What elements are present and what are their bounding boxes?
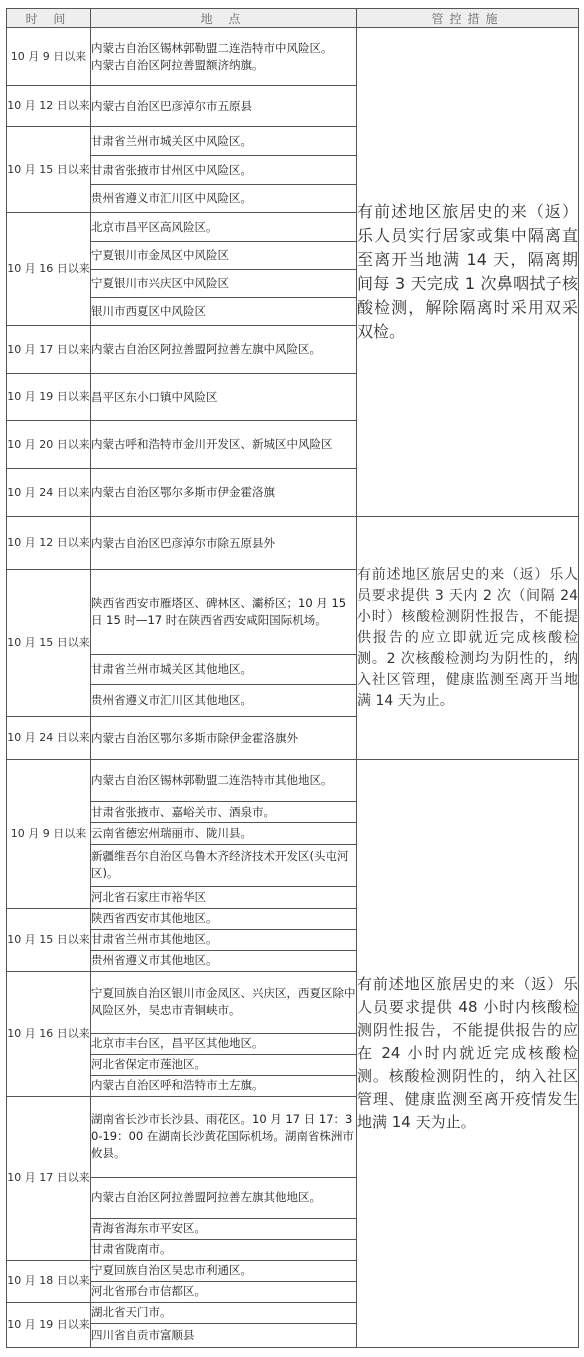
- table-row: [7, 517, 579, 570]
- measure-cell: 有前述地区旅居史的来（返）乐人员实行居家或集中隔离直至离开当地满 14 天，隔离期间每 3 天完成 1 次鼻咽拭子核酸检测，解除隔离时采用双采双检。: [357, 28, 579, 517]
- time-cell: 10 月 20 日以来: [7, 421, 91, 469]
- time-cell: 10 月 12 日以来: [7, 86, 91, 127]
- time-cell: 10 月 16 日以来: [7, 213, 91, 326]
- place-cell: 内蒙古自治区阿拉善盟阿拉善左旗中风险区。: [91, 326, 357, 374]
- place-cell: 昌平区东小口镇中风险区: [91, 374, 357, 421]
- place-cell: 河北省保定市莲池区。: [91, 1054, 357, 1075]
- place-cell: 宁夏银川市金凤区中风险区: [91, 242, 357, 270]
- place-cell: 陕西省西安市雁塔区、碑林区、灞桥区；10 月 15 日 15 时—17 时在陕西省西安咸阳国际机场。: [91, 570, 357, 655]
- time-cell: 10 月 12 日以来: [7, 517, 91, 570]
- place-cell: 宁夏回族自治区吴忠市利通区。: [91, 1260, 357, 1281]
- place-line: 内蒙古自治区锡林郭勒盟二连浩特市中风险区。: [91, 40, 333, 55]
- place-cell: 宁夏回族自治区银川市金凤区、兴庆区，西夏区除中风险区外，吴忠市青铜峡市。: [91, 971, 357, 1033]
- table-row: [7, 760, 579, 802]
- place-cell: 内蒙古自治区巴彦淖尔市五原县: [91, 86, 357, 127]
- time-cell: 10 月 24 日以来: [7, 469, 91, 517]
- time-cell: 10 月 9 日以来: [7, 760, 91, 908]
- time-cell: 10 月 17 日以来: [7, 326, 91, 374]
- place-cell: 甘肃省张掖市、嘉峪关市、酒泉市。: [91, 802, 357, 823]
- place-cell: 湖南省长沙市长沙县、雨花区。10 月 17 日 17：30-19：00 在湖南长沙黄花国际机场。湖南省株洲市攸县。: [91, 1096, 357, 1177]
- measure-cell: 有前述地区旅居史的来（返）乐人员要求提供 3 天内 2 次（间隔 24 小时）核酸检测阴性报告，不能提供报告的应立即就近完成核酸检测。2 次核酸检测均为阴性的，纳入社区管理，健康监测至离开当地满 14 天为止。: [357, 517, 579, 760]
- place-cell: [91, 28, 357, 86]
- place-cell: 河北省邢台市信都区。: [91, 1281, 357, 1302]
- place-cell: 内蒙古自治区呼和浩特市土左旗。: [91, 1075, 357, 1096]
- place-cell: 北京市丰台区，昌平区其他地区。: [91, 1033, 357, 1054]
- time-cell: 10 月 18 日以来: [7, 1260, 91, 1302]
- table-header-row: [7, 9, 579, 28]
- header-time: 时 间: [7, 9, 91, 28]
- place-cell: 河北省石家庄市裕华区: [91, 886, 357, 908]
- place-cell: 陕西省西安市其他地区。: [91, 908, 357, 929]
- header-place: 地 点: [91, 9, 357, 28]
- time-cell: 10 月 19 日以来: [7, 374, 91, 421]
- place-cell: 内蒙古自治区锡林郭勒盟二连浩特市其他地区。: [91, 760, 357, 802]
- time-cell: 10 月 15 日以来: [7, 127, 91, 213]
- place-cell: 新疆维吾尔自治区乌鲁木齐经济技术开发区(头屯河区)。: [91, 844, 357, 886]
- place-cell: 宁夏银川市兴庆区中风险区: [91, 270, 357, 298]
- place-cell: 内蒙古自治区阿拉善盟阿拉善左旗其他地区。: [91, 1177, 357, 1218]
- header-measure: 管控措施: [357, 9, 579, 28]
- place-cell: 内蒙古自治区鄂尔多斯市除伊金霍洛旗外: [91, 717, 357, 760]
- place-cell: 甘肃省陇南市。: [91, 1239, 357, 1260]
- place-cell: 甘肃省兰州市城关区中风险区。: [91, 127, 357, 156]
- time-cell: 10 月 15 日以来: [7, 908, 91, 971]
- place-cell: 贵州省遵义市汇川区其他地区。: [91, 685, 357, 717]
- table-row: [7, 28, 579, 86]
- time-cell: 10 月 24 日以来: [7, 717, 91, 760]
- place-cell: 内蒙古自治区鄂尔多斯市伊金霍洛旗: [91, 469, 357, 517]
- place-cell: 贵州省遵义市汇川区中风险区。: [91, 185, 357, 213]
- place-cell: 湖北省天门市。: [91, 1302, 357, 1323]
- place-line: 内蒙古自治区阿拉善盟额济纳旗。: [91, 57, 264, 72]
- time-cell: 10 月 16 日以来: [7, 971, 91, 1096]
- time-cell: 10 月 9 日以来: [7, 28, 91, 86]
- place-cell: 甘肃省兰州市其他地区。: [91, 929, 357, 950]
- place-cell: 青海省海东市平安区。: [91, 1218, 357, 1239]
- control-measures-table: [6, 8, 578, 1348]
- place-cell: 北京市昌平区高风险区。: [91, 213, 357, 242]
- time-cell: 10 月 15 日以来: [7, 570, 91, 717]
- place-cell: 内蒙古自治区巴彦淖尔市除五原县外: [91, 517, 357, 570]
- place-cell: 甘肃省张掖市甘州区中风险区。: [91, 156, 357, 185]
- place-cell: 云南省德宏州瑞丽市、陇川县。: [91, 823, 357, 844]
- place-cell: 银川市西夏区中风险区: [91, 298, 357, 326]
- place-cell: 贵州省遵义市其他地区。: [91, 950, 357, 971]
- place-cell: 甘肃省兰州市城关区其他地区。: [91, 655, 357, 685]
- measures-grid: [6, 8, 579, 1348]
- time-cell: 10 月 17 日以来: [7, 1096, 91, 1260]
- measure-cell: 有前述地区旅居史的来（返）乐人员要求提供 48 小时内核酸检测阴性报告，不能提供报告的应在 24 小时内就近完成核酸检测。核酸检测阴性的，纳入社区管理、健康监测至离开疫情发生地满 14 天为止。: [357, 760, 579, 1348]
- place-cell: 内蒙古呼和浩特市金川开发区、新城区中风险区: [91, 421, 357, 469]
- time-cell: 10 月 19 日以来: [7, 1302, 91, 1347]
- place-cell: 四川省自贡市富顺县: [91, 1323, 357, 1347]
